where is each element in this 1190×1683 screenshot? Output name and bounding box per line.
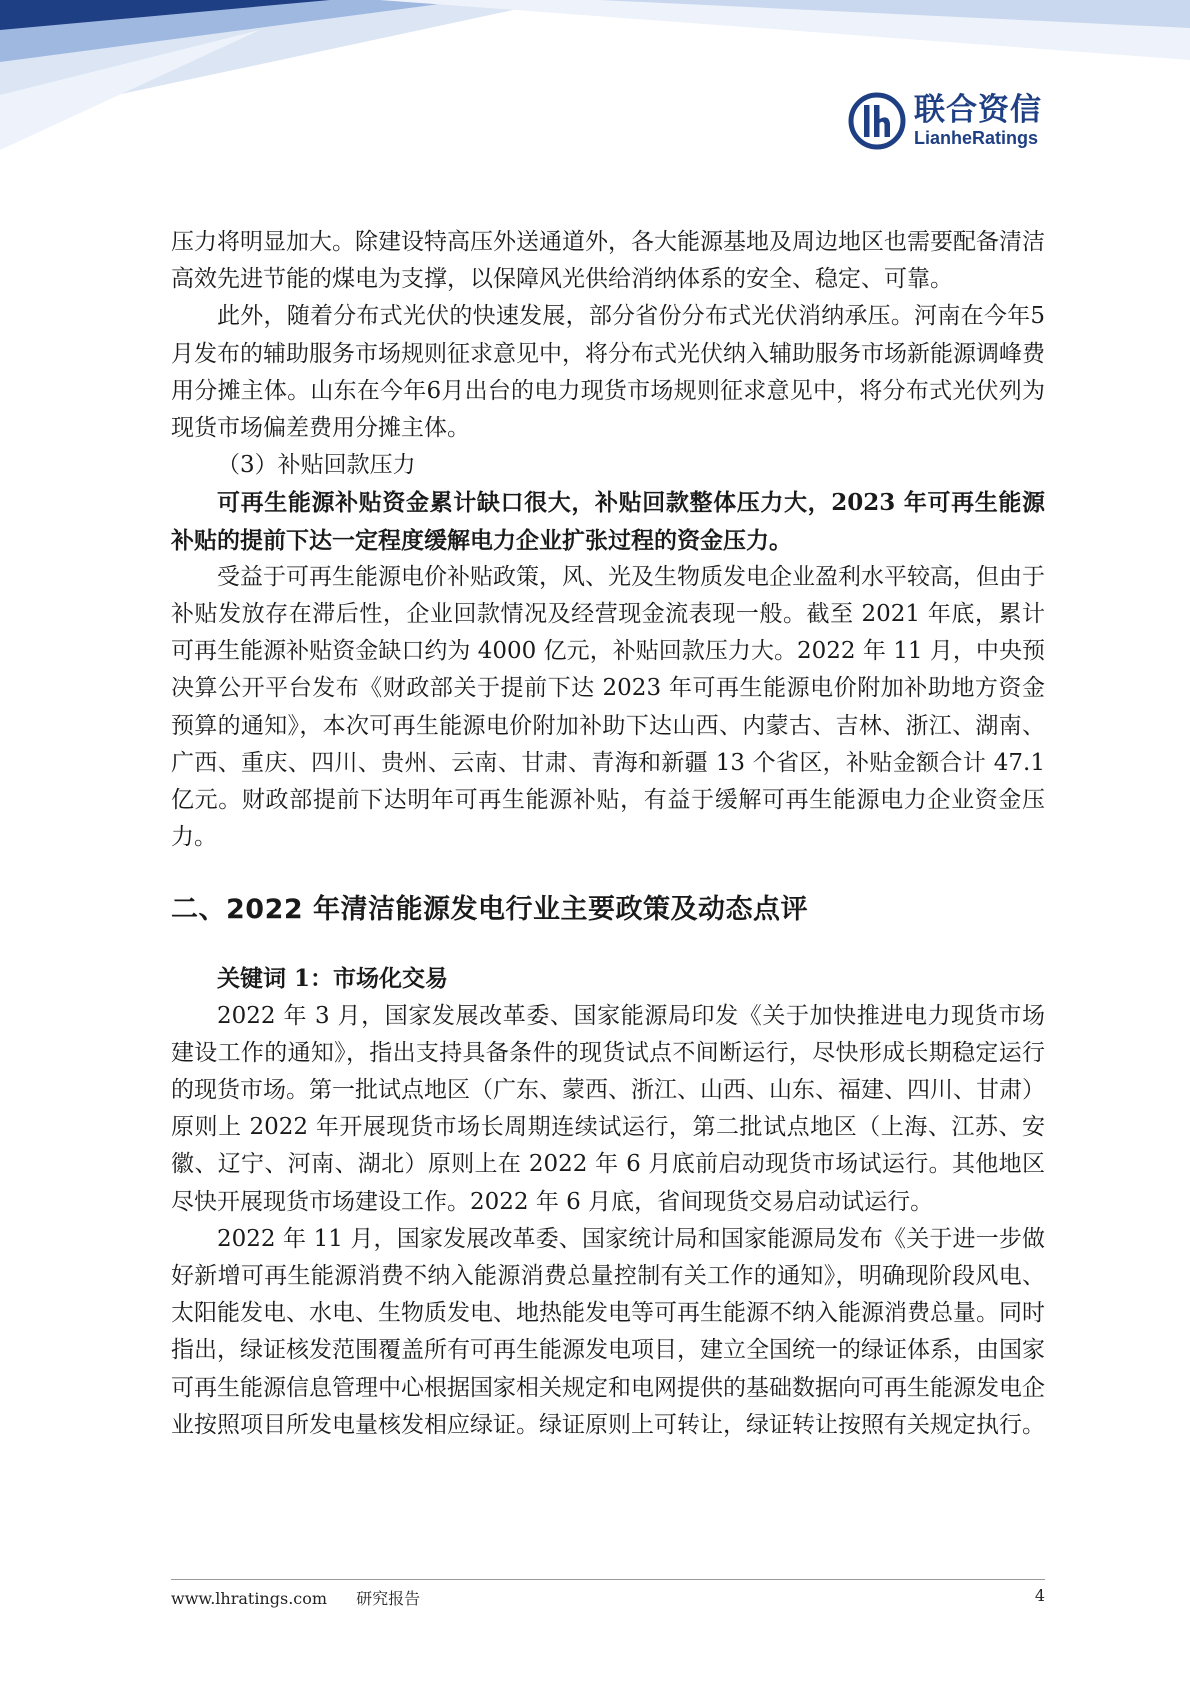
paragraph: 压力将明显加大。除建设特高压外送通道外，各大能源基地及周边地区也需要配备清洁高效先进节能的煤电为支撑，以保障风光供给消纳体系的安全、稳定、可靠。: [171, 229, 1045, 293]
brand-name-cn: 联合资信: [914, 92, 1042, 128]
report-body: [171, 224, 1045, 1444]
paragraph: 2022 年 3 月，国家发展改革委、国家能源局印发《关于加快推进电力现货市场建设工作的通知》，指出支持具备条件的现货试点不间断运行，尽快形成长期稳定运行的现货市场。第一批试点地区（广东、蒙西、浙江、山西、山东、福建、四川、甘肃）原则上 2022 年开展现货市场长周期连续试运行，第二批试点地区（上海、江苏、安徽、辽宁、河南、湖北）原则上在 2022 年 6 月底前启动现货市场试运行。其他地区尽快开展现货市场建设工作。2022 年 6 月底，省间现货交易启动试运行。: [171, 1002, 1045, 1215]
footer-report-type: 研究报告: [356, 1589, 421, 1608]
subheading: （3）补贴回款压力: [217, 452, 416, 479]
lianhe-logo-icon: [848, 92, 906, 150]
footer-divider: [171, 1579, 1045, 1580]
footer-website[interactable]: www.lhratings.com: [171, 1589, 328, 1608]
paragraph: 受益于可再生能源电价补贴政策，风、光及生物质发电企业盈利水平较高，但由于补贴发放存在滞后性，企业回款情况及经营现金流表现一般。截至 2021 年底，累计可再生能源补贴资金缺口约为 4000 亿元，补贴回款压力大。2022 年 11 月，中央预决算公开平台发布《财政部关于提前下达 2023 年可再生能源电价附加补助地方资金预算的通知》，本次可再生能源电价附加补助下达山西、内蒙古、吉林、浙江、湖南、广西、重庆、四川、贵州、云南、甘肃、青海和新疆 13 个省区，补贴金额合计 47.1 亿元。财政部提前下达明年可再生能源补贴，有益于缓解可再生能源电力企业资金压力。: [171, 563, 1045, 851]
paragraph: 2022 年 11 月，国家发展改革委、国家统计局和国家能源局发布《关于进一步做好新增可再生能源消费不纳入能源消费总量控制有关工作的通知》，明确现阶段风电、太阳能发电、水电、生物质发电、地热能发电等可再生能源不纳入能源消费总量。同时指出，绿证核发范围覆盖所有可再生能源发电项目，建立全国统一的绿证体系，由国家可再生能源信息管理中心根据国家相关规定和电网提供的基础数据向可再生能源发电企业按照项目所发电量核发相应绿证。绿证原则上可转让，绿证转让按照有关规定执行。: [171, 1225, 1045, 1438]
page-footer: [171, 1586, 1045, 1609]
brand-name-en: LianheRatings: [914, 128, 1039, 148]
section-title: 二、2022 年清洁能源发电行业主要政策及动态点评: [171, 894, 809, 926]
brand-logo: [848, 92, 1042, 150]
keyword-heading: 关键词 1：市场化交易: [217, 965, 449, 993]
page-number: 4: [1034, 1586, 1045, 1605]
paragraph: 此外，随着分布式光伏的快速发展，部分省份分布式光伏消纳承压。河南在今年5月发布的辅助服务市场规则征求意见中，将分布式光伏纳入辅助服务市场新能源调峰费用分摊主体。山东在今年6月出台的电力现货市场规则征求意见中，将分布式光伏列为现货市场偏差费用分摊主体。: [171, 303, 1045, 442]
bold-summary: 可再生能源补贴资金累计缺口很大，补贴回款整体压力大，2023 年可再生能源补贴的提前下达一定程度缓解电力企业扩张过程的资金压力。: [171, 489, 1045, 554]
